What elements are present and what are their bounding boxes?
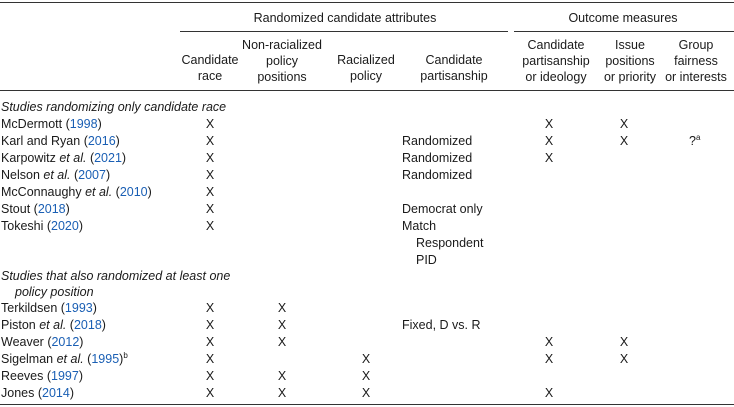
citation-link[interactable]: 2020 (51, 219, 79, 233)
table-row (0, 133, 734, 150)
section-title-line: policy position (15, 285, 94, 299)
group-header-outcome: Outcome measures (568, 11, 678, 25)
partisanship-line: Respondent (416, 236, 484, 250)
table-row (0, 368, 734, 385)
citation-link[interactable]: 1993 (64, 301, 93, 315)
citation-link[interactable]: 1995 (91, 352, 120, 366)
partisanship-value: Randomized (402, 151, 473, 165)
header-rule (0, 90, 734, 91)
table-row (0, 201, 734, 218)
section-title: Studies randomizing only candidate race (1, 100, 227, 114)
study-citation: Terkildsen (1993) (1, 301, 97, 315)
col-header-racialized-policy (326, 52, 406, 84)
citation-link[interactable]: 2018 (37, 202, 66, 216)
col-header-line: Candidate (425, 53, 483, 67)
col-header-line: partisanship (522, 54, 590, 68)
col-header-issue (594, 37, 666, 85)
study-citation: Karpowitz et al. (2021) (1, 151, 127, 165)
race-mark: X (205, 335, 215, 349)
col-header-line: or priority (603, 70, 657, 84)
race-mark: X (205, 301, 215, 315)
citation-link[interactable]: 2021 (94, 151, 122, 165)
section-title-line: Studies that also randomized at least one (1, 269, 231, 283)
study-citation: Karl and Ryan (2016) (1, 134, 120, 148)
table-row (0, 184, 734, 201)
policy-mark: X (277, 301, 287, 315)
col-header-line: fairness (674, 54, 718, 68)
table-row (0, 150, 734, 167)
partisanship-value (402, 218, 483, 269)
table-row (0, 317, 734, 334)
race-mark: X (205, 185, 215, 199)
partisanship-value: Democrat only (402, 202, 483, 216)
col-header-line: partisanship (420, 69, 488, 83)
study-citation: McConnaughy et al. (2010) (1, 185, 152, 199)
table-row (0, 351, 734, 368)
race-mark: X (205, 202, 215, 216)
partisanship-line: Match (402, 219, 437, 233)
citation-link[interactable]: 2007 (78, 168, 106, 182)
table-row (0, 116, 734, 133)
col-header-line: Candidate (527, 38, 585, 52)
issue-mark: X (619, 335, 629, 349)
citation-link[interactable]: 2016 (87, 134, 116, 148)
study-citation: Sigelman et al. $(1995)^b$ (1, 350, 128, 366)
race-mark: X (205, 369, 215, 383)
study-citation: Reeves (1997) (1, 369, 84, 383)
bottom-rule (0, 404, 734, 405)
ideology-mark: X (544, 151, 554, 165)
study-citation: McDermott (1998) (1, 117, 102, 131)
col-header-line: positions (605, 54, 655, 68)
group-header-randomized: Randomized candidate attributes (253, 11, 437, 25)
partisanship-line: PID (416, 253, 437, 267)
study-citation: Weaver (2012) (1, 335, 84, 349)
race-mark: X (205, 386, 215, 400)
ideology-mark: X (544, 386, 554, 400)
policy-mark: X (277, 386, 287, 400)
race-mark: X (205, 134, 215, 148)
partisanship-value: Randomized (402, 134, 473, 148)
table-row (0, 300, 734, 317)
citation-link[interactable]: 1997 (51, 369, 79, 383)
col-header-ideology (508, 37, 604, 85)
study-citation: Tokeshi (2020) (1, 219, 84, 233)
race-mark: X (205, 219, 215, 233)
ideology-mark: X (544, 134, 554, 148)
col-header-line: Issue (615, 38, 645, 52)
top-rule (0, 2, 734, 3)
study-citation: Jones (2014) (1, 386, 74, 400)
col-header-group (658, 37, 734, 85)
issue-mark: X (619, 117, 629, 131)
race-mark: X (205, 318, 215, 332)
col-header-line: or ideology (525, 70, 587, 84)
col-header-line: Non-racialized (242, 38, 322, 52)
issue-mark: X (619, 134, 629, 148)
section-title (1, 268, 230, 300)
group-mark: ?$^a$ (689, 132, 701, 148)
racialized-policy-mark: X (361, 386, 371, 400)
col-header-policy (232, 37, 332, 85)
partisanship-value: Fixed, D vs. R (402, 318, 481, 332)
table-row (0, 167, 734, 184)
issue-mark: X (619, 352, 629, 366)
race-mark: X (205, 117, 215, 131)
ideology-mark: X (544, 335, 554, 349)
study-citation: Piston et al. (2018) (1, 318, 106, 332)
col-header-line: race (197, 69, 223, 83)
table-row (0, 218, 734, 269)
policy-mark: X (277, 369, 287, 383)
col-header-line: or interests (665, 70, 727, 84)
racialized-policy-mark: X (361, 352, 371, 366)
study-citation: Stout (2018) (1, 202, 70, 216)
citation-link[interactable]: 2010 (119, 185, 148, 199)
group-underline-randomized (180, 31, 508, 32)
race-mark: X (205, 151, 215, 165)
footnote-b[interactable]: b (123, 350, 128, 360)
table-row (0, 385, 734, 402)
col-header-line: Group (678, 38, 714, 52)
col-header-partisanship (404, 52, 504, 84)
citation-link[interactable]: 2014 (42, 386, 70, 400)
col-header-line: policy (350, 69, 382, 83)
race-mark: X (205, 352, 215, 366)
table-row (0, 334, 734, 351)
racialized-policy-mark: X (361, 369, 371, 383)
ideology-mark: X (544, 117, 554, 131)
col-header-line: Racialized (337, 53, 395, 67)
citation-link[interactable]: 1998 (69, 117, 98, 131)
policy-mark: X (277, 335, 287, 349)
citation-link[interactable]: 2018 (73, 318, 102, 332)
policy-mark: X (277, 318, 287, 332)
study-citation: Nelson et al. (2007) (1, 168, 111, 182)
col-header-line: positions (257, 70, 307, 84)
col-header-line: policy (266, 54, 298, 68)
group-underline-outcome (514, 31, 734, 32)
ideology-mark: X (544, 352, 554, 366)
col-header-line: Candidate (181, 53, 239, 67)
race-mark: X (205, 168, 215, 182)
footnote-a[interactable]: a (695, 132, 701, 142)
citation-link[interactable]: 2012 (51, 335, 80, 349)
partisanship-value: Randomized (402, 168, 473, 182)
